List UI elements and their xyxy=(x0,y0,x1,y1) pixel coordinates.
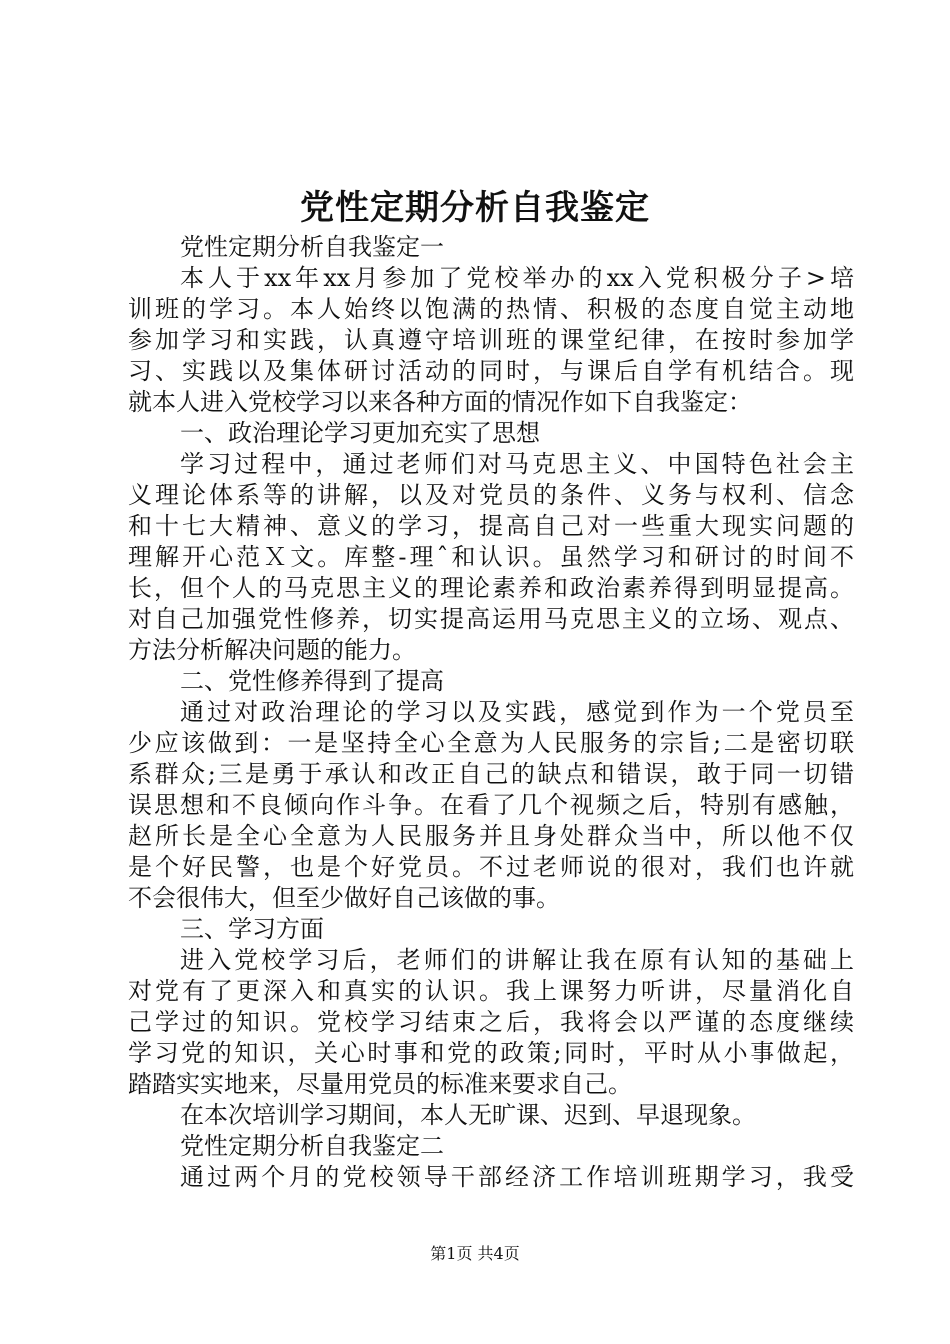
text-line: 理解开心范Ｘ文。库整-理ˆ和认识。虽然学习和研讨的时间不 xyxy=(128,543,854,571)
text-line: 三、学习方面 xyxy=(180,915,324,943)
text-line: 党性定期分析自我鉴定一 xyxy=(180,233,444,261)
text-line: 方法分析解决问题的能力。 xyxy=(128,636,416,664)
text-line: 对党有了更深入和真实的认识。我上课努力听讲，尽量消化自 xyxy=(128,977,854,1005)
text-line: 长，但个人的马克思主义的理论素养和政治素养得到明显提高。 xyxy=(128,574,854,602)
text-line: 在本次培训学习期间，本人无旷课、迟到、早退现象。 xyxy=(180,1101,756,1129)
text-line: 学习过程中，通过老师们对马克思主义、中国特色社会主 xyxy=(180,450,854,478)
text-line: 己学过的知识。党校学习结束之后，我将会以严谨的态度继续 xyxy=(128,1008,854,1036)
text-line: 习、实践以及集体研讨活动的同时，与课后自学有机结合。现 xyxy=(128,357,854,385)
text-line: 进入党校学习后，老师们的讲解让我在原有认知的基础上 xyxy=(180,946,854,974)
text-line: 赵所长是全心全意为人民服务并且身处群众当中，所以他不仅 xyxy=(128,822,854,850)
text-line: 就本人进入党校学习以来各种方面的情况作如下自我鉴定： xyxy=(128,388,752,416)
text-line: 二、党性修养得到了提高 xyxy=(180,667,444,695)
text-line: 党性定期分析自我鉴定二 xyxy=(180,1132,444,1160)
text-line: 和十七大精神、意义的学习，提高自己对一些重大现实问题的 xyxy=(128,512,854,540)
text-line: 一、政治理论学习更加充实了思想 xyxy=(180,419,540,447)
text-line: 学习党的知识，关心时事和党的政策;同时，平时从小事做起， xyxy=(128,1039,854,1067)
text-line: 系群众;三是勇于承认和改正自己的缺点和错误，敢于同一切错 xyxy=(128,760,854,788)
document-body xyxy=(128,232,854,1193)
document-title: 党性定期分析自我鉴定 xyxy=(300,188,650,228)
text-line: 是个好民警，也是个好党员。不过老师说的很对，我们也许就 xyxy=(128,853,854,881)
text-line: 通过两个月的党校领导干部经济工作培训班期学习，我受 xyxy=(180,1163,854,1191)
text-line: 对自己加强党性修养，切实提高运用马克思主义的立场、观点、 xyxy=(128,605,854,633)
text-line: 参加学习和实践，认真遵守培训班的课堂纪律，在按时参加学 xyxy=(128,326,854,354)
text-line: 不会很伟大，但至少做好自己该做的事。 xyxy=(128,884,560,912)
text-line: 误思想和不良倾向作斗争。在看了几个视频之后，特别有感触， xyxy=(128,791,854,819)
text-line: 训班的学习。本人始终以饱满的热情、积极的态度自觉主动地 xyxy=(128,295,854,323)
text-line: 少应该做到：一是坚持全心全意为人民服务的宗旨;二是密切联 xyxy=(128,729,854,757)
text-line: 本人于xx年xx月参加了党校举办的xx入党积极分子>培 xyxy=(180,264,854,292)
text-line: 踏踏实实地来，尽量用党员的标准来要求自己。 xyxy=(128,1070,632,1098)
text-line: 义理论体系等的讲解，以及对党员的条件、义务与权利、信念 xyxy=(128,481,854,509)
page-footer: 第1页 共4页 xyxy=(430,1244,520,1263)
text-line: 通过对政治理论的学习以及实践，感觉到作为一个党员至 xyxy=(180,698,854,726)
